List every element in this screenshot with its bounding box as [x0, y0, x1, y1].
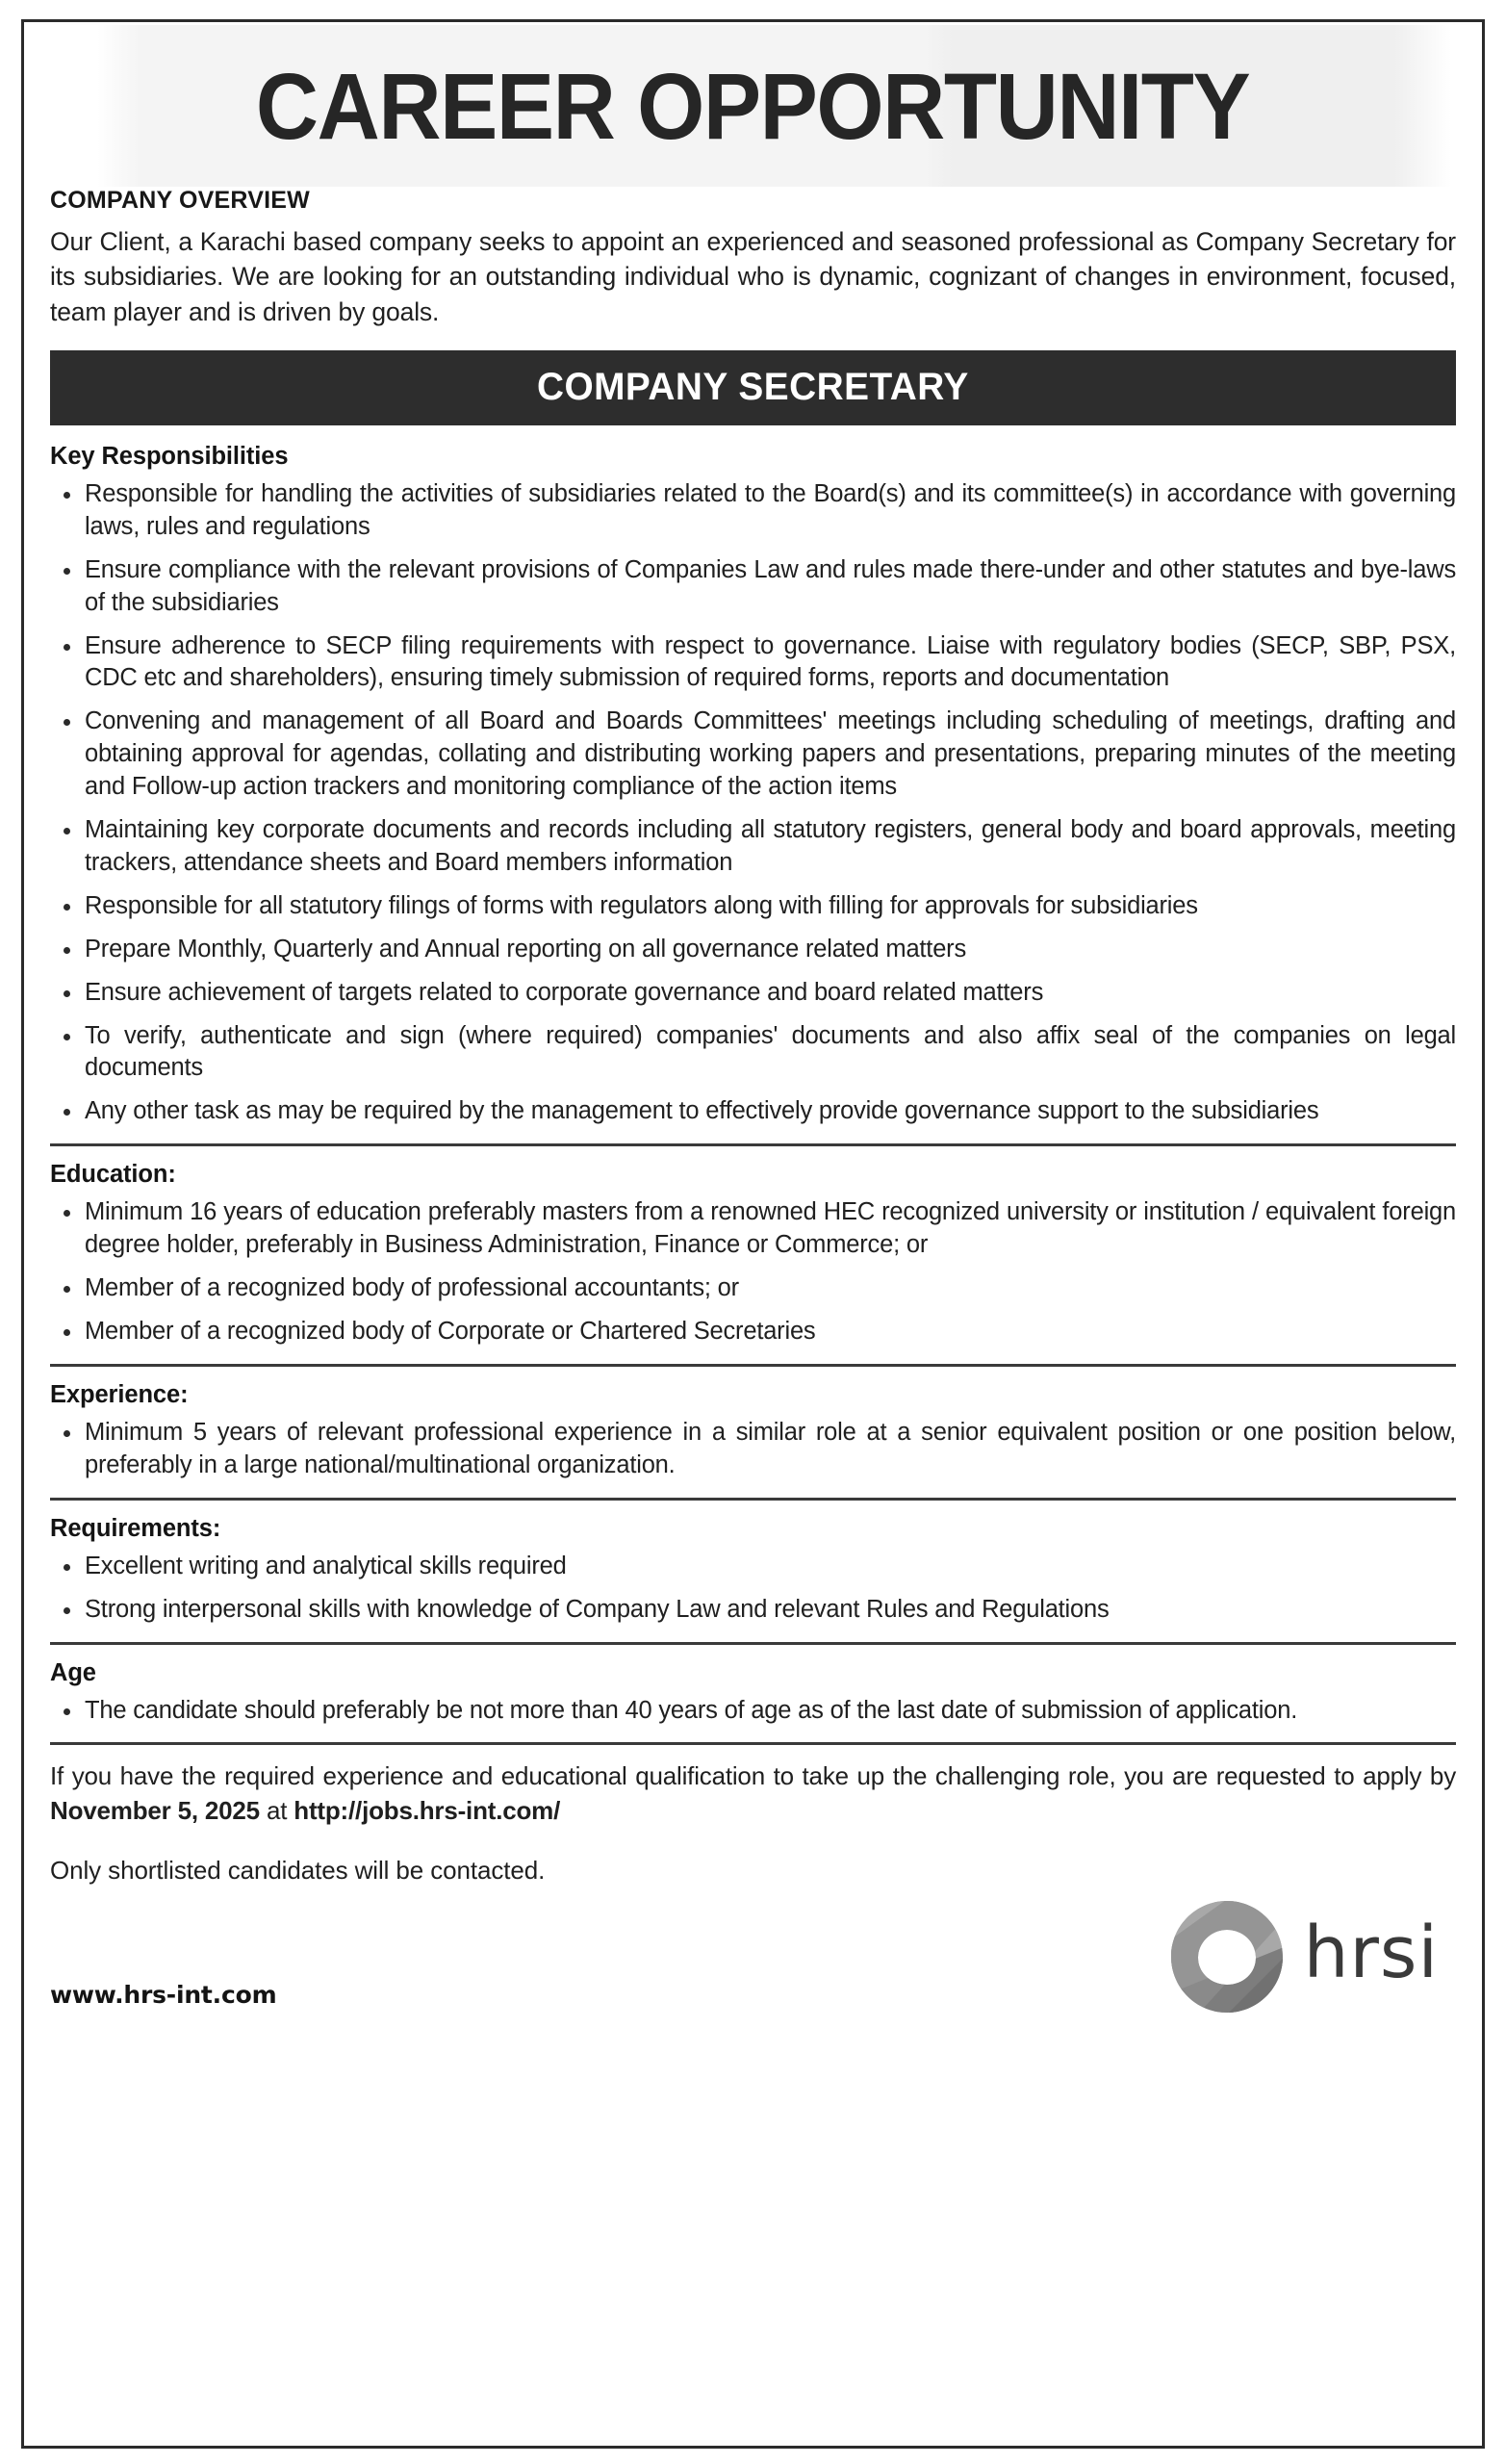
- education-section: [50, 1161, 1456, 1348]
- list-item: Responsible for handling the activities of subsidiaries related to the Board(s) and its committee(s) in accordance with governing laws, rules and regulations: [50, 478, 1456, 544]
- list-item: Member of a recognized body of professional accountants; or: [50, 1272, 1456, 1305]
- header-banner: [40, 25, 1466, 187]
- list-item: The candidate should preferably be not more than 40 years of age as of the last date of submission of application.: [50, 1695, 1456, 1728]
- education-list: [50, 1196, 1456, 1348]
- divider: [50, 1498, 1456, 1501]
- footer-section: [50, 1759, 1456, 2015]
- hrsi-logo: [1165, 1895, 1439, 2018]
- list-item: Any other task as may be required by the management to effectively provide governance support to the subsidiaries: [50, 1095, 1456, 1128]
- apply-prefix-text: If you have the required experience and educational qualification to take up the challenging role, you are requested to apply by: [50, 1761, 1456, 1791]
- requirements-list: [50, 1551, 1456, 1627]
- list-item: Member of a recognized body of Corporate or Chartered Secretaries: [50, 1316, 1456, 1348]
- role-title-banner: [50, 350, 1456, 425]
- responsibilities-list: [50, 478, 1456, 1128]
- shortlist-note: Only shortlisted candidates will be contacted.: [50, 1856, 546, 1886]
- advertisement-content: [21, 25, 1485, 2456]
- list-item: Ensure adherence to SECP filing requirements with respect to governance. Liaise with regulatory bodies (SECP, SBP, PSX, CDC etc and shareholders), ensuring timely submission of required forms, reports and documentation: [50, 630, 1456, 696]
- age-heading: Age: [50, 1658, 96, 1686]
- list-item: Excellent writing and analytical skills required: [50, 1551, 1456, 1583]
- role-title: COMPANY SECRETARY: [537, 366, 969, 409]
- list-item: Minimum 16 years of education preferably masters from a renowned HEC recognized university or institution / equivalent foreign degree holder, preferably in Business Administration, Finance or Commerce; or: [50, 1196, 1456, 1262]
- apply-instructions: [50, 1759, 1456, 1829]
- company-website-url[interactable]: www.hrs-int.com: [50, 1981, 277, 2010]
- apply-middle-text: at: [259, 1796, 294, 1826]
- list-item: Maintaining key corporate documents and records including all statutory registers, general body and board approvals, meeting trackers, attendance sheets and Board members information: [50, 814, 1456, 880]
- list-item: Ensure compliance with the relevant provisions of Companies Law and rules made there-under and other statutes and bye-laws of the subsidiaries: [50, 554, 1456, 620]
- footer-row: [50, 1895, 1456, 2015]
- responsibilities-section: [50, 443, 1456, 1128]
- apply-url-link[interactable]: http://jobs.hrs-int.com/: [294, 1796, 561, 1826]
- age-list: [50, 1695, 1456, 1728]
- requirements-heading: Requirements:: [50, 1514, 221, 1542]
- requirements-section: [50, 1515, 1456, 1627]
- divider: [50, 1742, 1456, 1745]
- company-overview-section: [50, 187, 1456, 329]
- list-item: Prepare Monthly, Quarterly and Annual reporting on all governance related matters: [50, 934, 1456, 966]
- divider: [50, 1143, 1456, 1146]
- list-item: Ensure achievement of targets related to corporate governance and board related matters: [50, 977, 1456, 1010]
- company-overview-label: COMPANY OVERVIEW: [50, 187, 310, 214]
- hrsi-ring-icon: [1165, 1895, 1289, 2018]
- education-heading: Education:: [50, 1161, 176, 1189]
- responsibilities-heading: Key Responsibilities: [50, 442, 289, 470]
- list-item: Convening and management of all Board and Boards Committees' meetings including scheduling of meetings, drafting and obtaining approval for agendas, collating and distributing working papers and presentations, preparing minutes of the meeting and Follow-up action trackers and monitoring compliance of the action items: [50, 706, 1456, 804]
- experience-list: [50, 1417, 1456, 1482]
- hrsi-wordmark: hrsi: [1303, 1912, 1439, 1995]
- list-item: Minimum 5 years of relevant professional experience in a similar role at a senior equivalent position or one position below, preferably in a large national/multinational organization.: [50, 1417, 1456, 1482]
- age-section: [50, 1659, 1456, 1728]
- list-item: To verify, authenticate and sign (where required) companies' documents and also affix seal of the companies on legal documents: [50, 1020, 1456, 1086]
- page-title: CAREER OPPORTUNITY: [256, 53, 1250, 159]
- experience-section: [50, 1381, 1456, 1482]
- divider: [50, 1364, 1456, 1367]
- list-item: Responsible for all statutory filings of forms with regulators along with filling for approvals for subsidiaries: [50, 890, 1456, 923]
- divider: [50, 1642, 1456, 1645]
- experience-heading: Experience:: [50, 1380, 189, 1408]
- list-item: Strong interpersonal skills with knowledge of Company Law and relevant Rules and Regulations: [50, 1594, 1456, 1627]
- company-overview-text: Our Client, a Karachi based company seeks to appoint an experienced and seasoned professional as Company Secretary for its subsidiaries. We are looking for an outstanding individual who is dynamic, cognizant of changes in environment, focused, team player and is driven by goals.: [50, 227, 1456, 326]
- application-deadline: November 5, 2025: [50, 1796, 260, 1826]
